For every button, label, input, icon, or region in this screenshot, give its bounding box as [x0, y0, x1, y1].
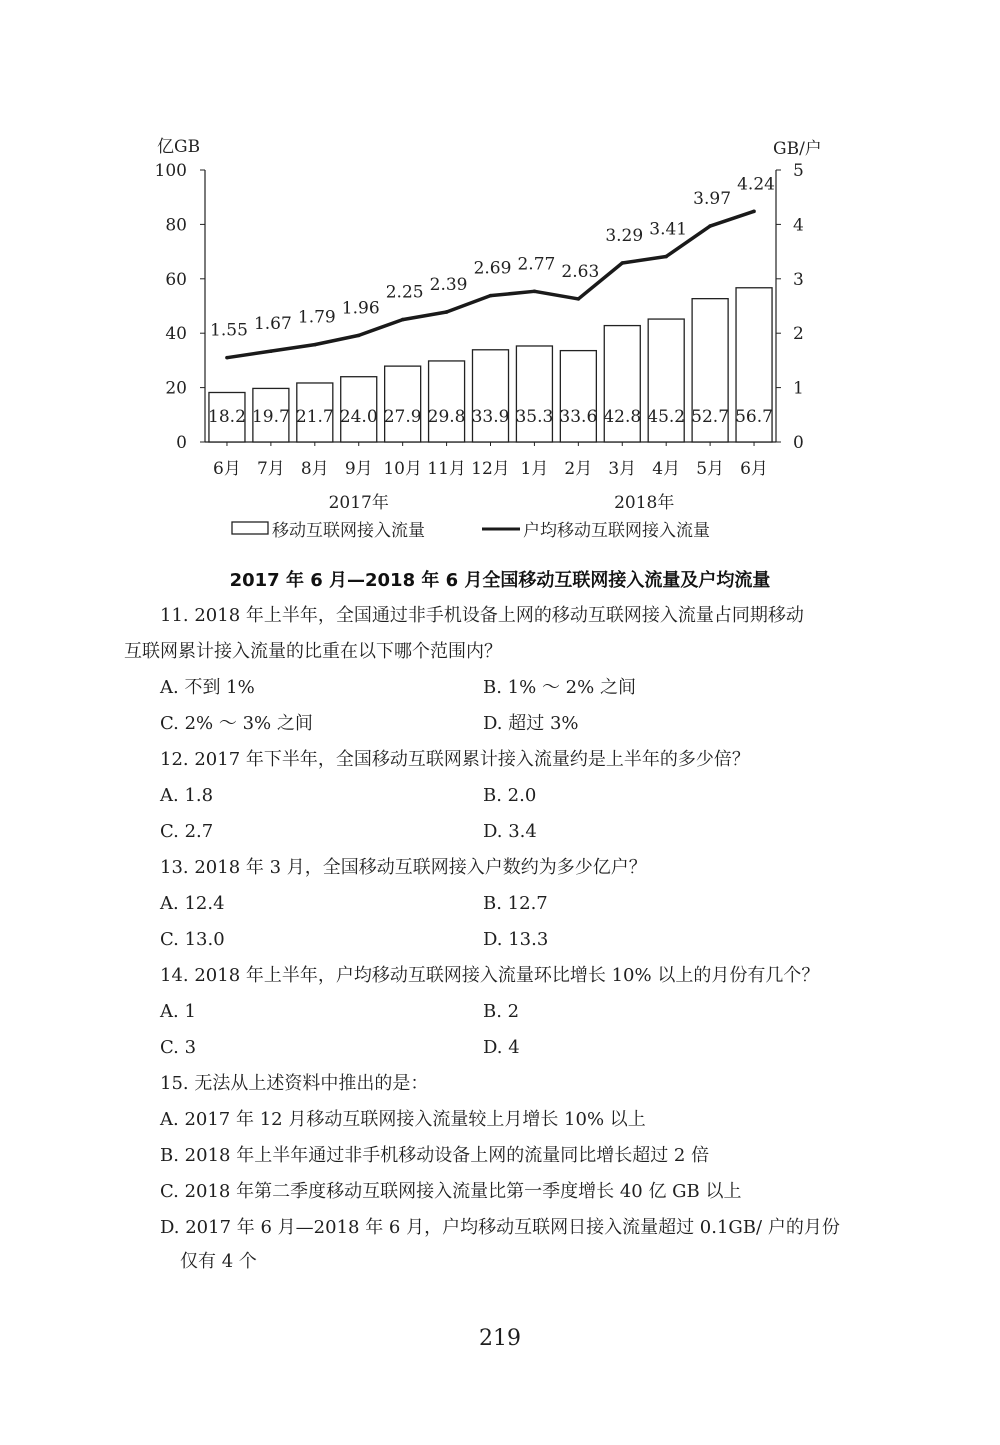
year-group-label: 2018年: [614, 493, 675, 513]
x-tick-label: 8月: [300, 459, 329, 479]
x-tick-label: 10月: [383, 459, 422, 479]
right-tick-label: 3: [793, 269, 804, 290]
left-tick-label: 60: [165, 269, 187, 290]
question-12-option-b: B. 2.0: [483, 785, 537, 806]
bar-value-label: 33.9: [471, 407, 510, 427]
x-tick-label: 3月: [608, 459, 637, 479]
bar-value-label: 35.3: [515, 407, 554, 427]
question-15-option-b: B. 2018 年上半年通过非手机移动设备上网的流量同比增长超过 2 倍: [160, 1145, 710, 1166]
line-point: [577, 297, 581, 301]
question-12-option-c: C. 2.7: [160, 821, 214, 842]
question-13: 13. 2018 年 3 月，全国移动互联网接入户数约为多少亿户？: [160, 857, 647, 878]
question-11-option-a: A. 不到 1%: [160, 677, 255, 698]
bar: [560, 351, 596, 442]
line-value-label: 2.63: [561, 261, 600, 282]
question-14: 14. 2018 年上半年，户均移动互联网接入流量环比增长 10% 以上的月份有几个？: [160, 965, 820, 986]
question-11-line1: 11. 2018 年上半年，全国通过非手机设备上网的移动互联网接入流量占同期移动: [160, 605, 804, 626]
line-value-label: 3.29: [605, 226, 644, 247]
x-tick-label: 4月: [652, 459, 681, 479]
question-13-option-c: C. 13.0: [160, 929, 225, 950]
right-tick-label: 1: [793, 378, 804, 399]
line-point: [708, 224, 712, 228]
line-point: [225, 356, 229, 360]
x-tick-label: 9月: [344, 459, 373, 479]
bar-value-label: 24.0: [339, 407, 378, 427]
line-value-label: 1.96: [341, 298, 380, 319]
line-point: [313, 343, 317, 347]
right-tick-label: 2: [793, 324, 804, 345]
x-tick-label: 1月: [520, 459, 549, 479]
question-14-option-a: A. 1: [160, 1001, 196, 1022]
line-point: [664, 255, 668, 259]
bar-value-label: 45.2: [647, 407, 686, 427]
question-15-option-d-line2: 仅有 4 个: [180, 1251, 257, 1272]
bar: [516, 346, 552, 442]
line-point: [620, 261, 624, 265]
traffic-chart: [0, 0, 1000, 560]
bar-value-label: 21.7: [295, 407, 334, 427]
question-15: 15. 无法从上述资料中推出的是：: [160, 1073, 429, 1094]
question-14-option-c: C. 3: [160, 1037, 197, 1058]
page-number: 219: [479, 1326, 521, 1351]
legend-bar-swatch: [232, 522, 268, 534]
left-tick-label: 0: [176, 433, 187, 453]
bar-value-label: 27.9: [383, 407, 422, 427]
bar-value-label: 19.7: [251, 407, 290, 427]
line-point: [357, 334, 361, 338]
chart-caption: 2017 年 6 月—2018 年 6 月全国移动互联网接入流量及户均流量: [229, 570, 771, 591]
right-tick-label: 0: [793, 433, 804, 453]
question-15-option-c: C. 2018 年第二季度移动互联网接入流量比第一季度增长 40 亿 GB 以上: [160, 1181, 742, 1202]
line-point: [752, 210, 756, 214]
line-value-label: 4.24: [737, 174, 775, 195]
legend-line-label: 户均移动互联网接入流量: [523, 521, 710, 541]
question-12-option-d: D. 3.4: [483, 821, 537, 842]
left-tick-label: 80: [165, 215, 187, 236]
question-13-option-d: D. 13.3: [483, 929, 549, 950]
question-11-line2: 互联网累计接入流量的比重在以下哪个范围内？: [124, 641, 502, 662]
question-13-option-b: B. 12.7: [483, 893, 548, 914]
question-15-option-d-line1: D. 2017 年 6 月—2018 年 6 月，户均移动互联网日接入流量超过 0.1GB/ 户的月份: [160, 1217, 840, 1238]
line-point: [489, 294, 493, 298]
right-tick-label: 5: [793, 161, 804, 181]
left-tick-label: 40: [165, 324, 187, 345]
x-tick-label: 2月: [564, 459, 593, 479]
bar: [472, 350, 508, 442]
left-tick-label: 100: [154, 161, 187, 181]
question-15-option-a: A. 2017 年 12 月移动互联网接入流量较上月增长 10% 以上: [160, 1109, 646, 1130]
bar-value-label: 18.2: [208, 407, 246, 427]
x-tick-label: 7月: [256, 459, 285, 479]
bar-value-label: 56.7: [735, 407, 773, 427]
year-group-label: 2017年: [328, 493, 389, 513]
bar-value-label: 52.7: [691, 407, 730, 427]
x-tick-label: 6月: [213, 459, 241, 479]
x-tick-label: 11月: [427, 459, 466, 479]
question-14-option-d: D. 4: [483, 1037, 520, 1058]
right-tick-label: 4: [793, 215, 804, 236]
question-14-option-b: B. 2: [483, 1001, 520, 1022]
right-axis-unit: GB/户: [773, 139, 822, 159]
question-11-option-c: C. 2% ～ 3% 之间: [160, 713, 313, 734]
bar-value-label: 42.8: [603, 407, 642, 427]
bar-value-label: 33.6: [559, 407, 598, 427]
bar: [429, 361, 465, 442]
question-12: 12. 2017 年下半年，全国移动互联网累计接入流量约是上半年的多少倍？: [160, 749, 750, 770]
question-13-option-a: A. 12.4: [160, 893, 225, 914]
line-value-label: 2.69: [473, 258, 512, 279]
line-value-label: 3.41: [649, 219, 688, 240]
line-value-label: 1.67: [253, 314, 292, 335]
line-point: [533, 290, 537, 294]
bar: [385, 366, 421, 442]
question-11-option-b: B. 1% ～ 2% 之间: [483, 677, 636, 698]
bar-value-label: 29.8: [427, 407, 466, 427]
line-value-label: 3.97: [693, 189, 732, 210]
line-point: [445, 310, 449, 314]
question-11-option-d: D. 超过 3%: [483, 713, 579, 734]
x-tick-label: 5月: [696, 459, 725, 479]
line-value-label: 1.79: [297, 307, 336, 328]
left-tick-label: 20: [165, 378, 187, 399]
legend-bar-label: 移动互联网接入流量: [272, 521, 425, 541]
line-value-label: 1.55: [210, 320, 248, 341]
left-axis-unit: 亿GB: [157, 137, 201, 157]
line-value-label: 2.25: [385, 282, 424, 303]
x-tick-label: 6月: [740, 459, 768, 479]
x-tick-label: 12月: [471, 459, 510, 479]
line-point: [269, 349, 273, 353]
question-12-option-a: A. 1.8: [160, 785, 214, 806]
line-value-label: 2.39: [429, 274, 468, 295]
line-value-label: 2.77: [517, 254, 556, 275]
line-point: [401, 318, 405, 322]
